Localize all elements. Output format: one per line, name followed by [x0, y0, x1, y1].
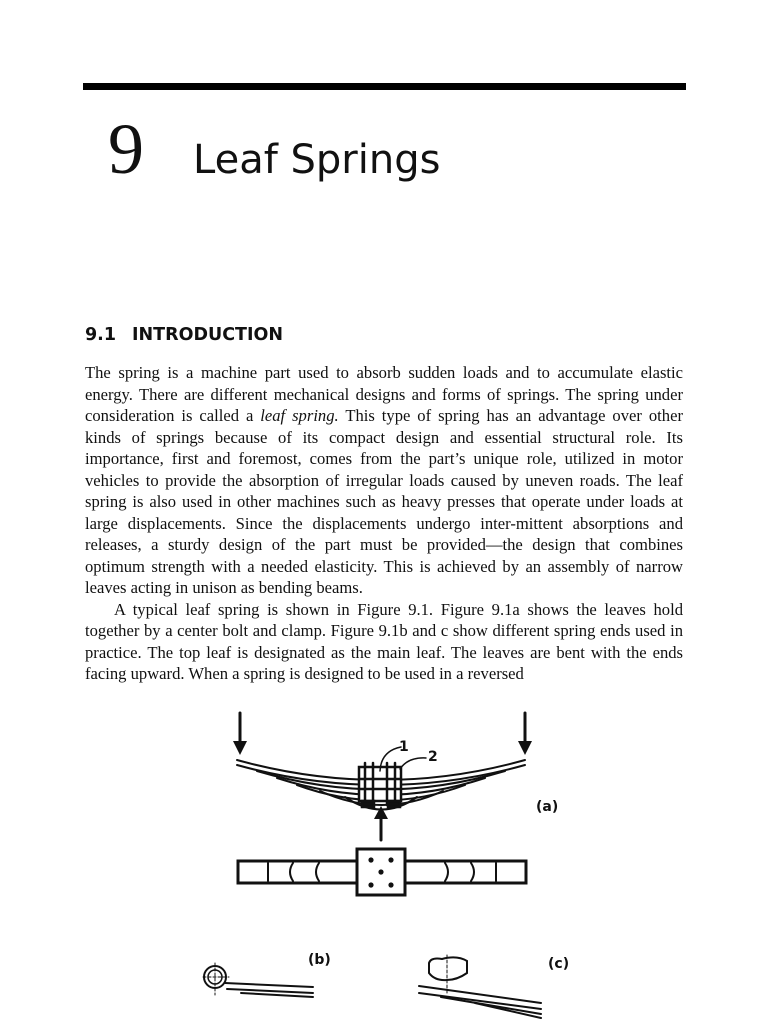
callout-2: 2 — [428, 749, 438, 765]
figure-label-b: (b) — [308, 952, 331, 968]
spring-plan-view — [238, 849, 526, 895]
callout-1: 1 — [399, 739, 409, 755]
reaction-arrow — [374, 806, 388, 840]
paragraph-1-text-a: The spring is a machine part used to absorb sudden loads and to accumulate elastic energy. There are different mechanical designs and forms of springs. The spring under consideration is called a — [85, 363, 683, 425]
leaf-spring-drawing — [195, 705, 585, 1020]
leaf-spring-figure — [195, 705, 585, 1020]
spring-eye-end — [203, 963, 313, 997]
chapter-number: 9 — [108, 109, 144, 189]
chapter-title: Leaf Springs — [193, 137, 441, 183]
paragraph-1 — [85, 362, 683, 599]
body-text — [85, 362, 683, 685]
section-heading — [85, 325, 283, 345]
right-load-arrow — [518, 713, 532, 755]
section-number: 9.1 — [85, 325, 117, 345]
figure-label-a: (a) — [536, 799, 559, 815]
section-title: INTRODUCTION — [132, 325, 284, 345]
chapter-top-rule — [83, 83, 686, 90]
leaf-spring-emphasis: leaf spring. — [260, 406, 339, 425]
left-load-arrow — [233, 713, 247, 755]
spring-shackle-end — [419, 955, 541, 1018]
paragraph-2: A typical leaf spring is shown in Figure 9.1. Figure 9.1a shows the leaves hold together by a center bolt and clamp. Figure 9.1b and c show different spring ends used in practice. The top leaf is designated as the main leaf. The leaves are bent with the ends facing upward. When a spring is designed to be used in a reversed — [85, 599, 683, 683]
figure-label-c: (c) — [548, 956, 570, 972]
paragraph-1-text-b: This type of spring has an advantage over other kinds of springs because of its compact design and essential structural role. Its importance, first and foremost, comes from the part’s unique role, utilized in motor vehicles to provide the absorption of irregular loads caused by uneven roads. The leaf spring is also used in other machines such as heavy presses that operate under loads at large displacements. Since the displacements undergo inter-mittent absorptions and releases, a sturdy design of the part must be provided—the design that combines optimum strength with a needed elasticity. This is achieved by an assembly of narrow leaves acting in unison as bending beams. — [85, 406, 683, 597]
